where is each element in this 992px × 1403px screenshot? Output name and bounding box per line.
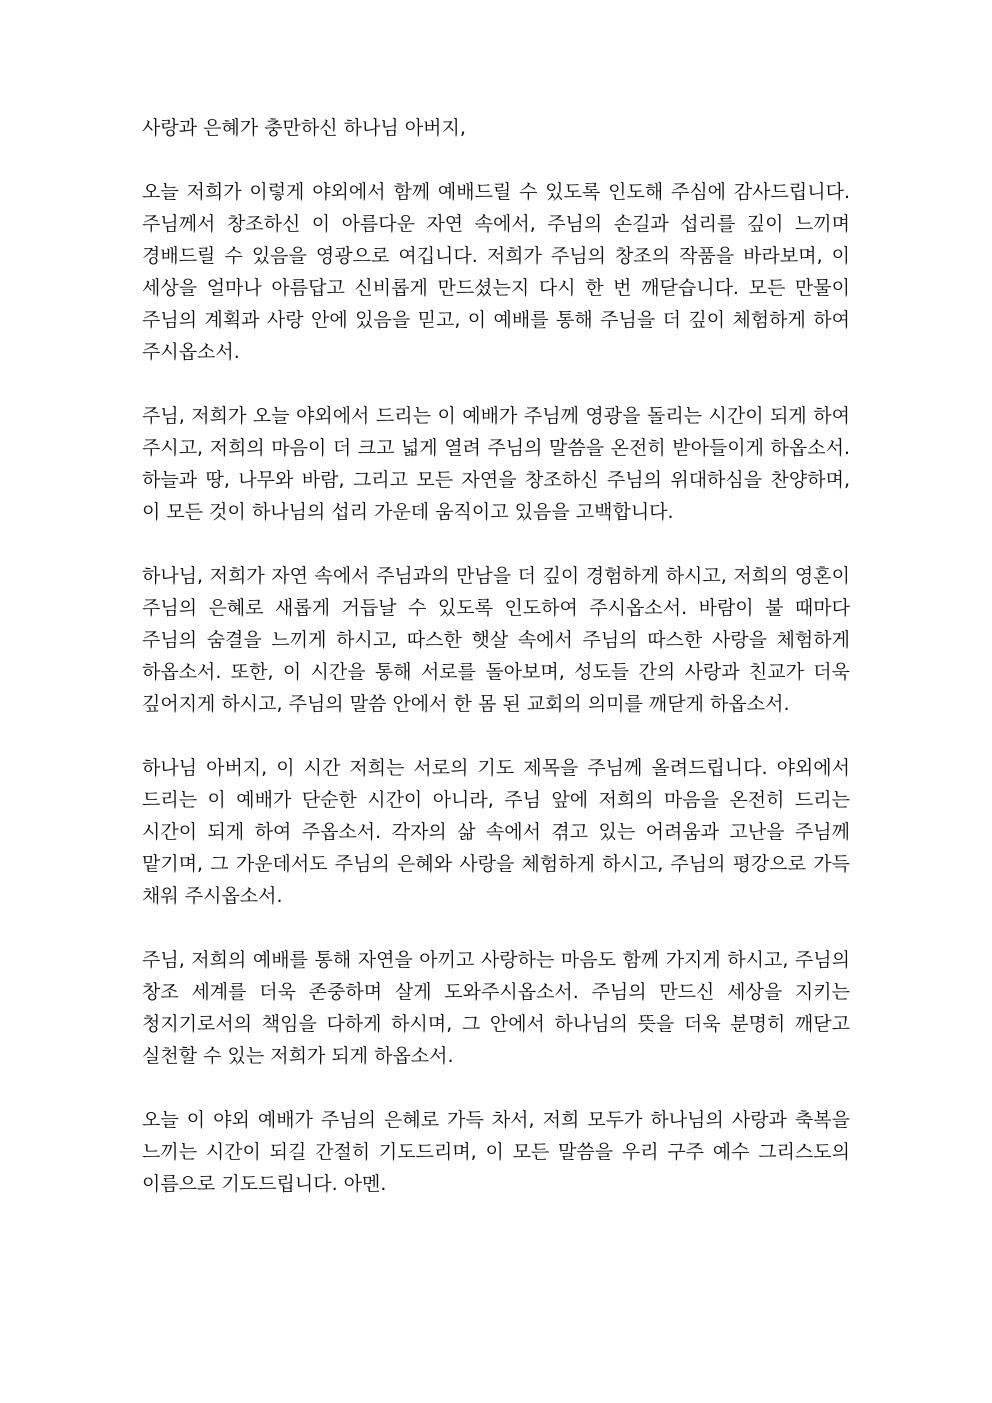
paragraph-3: 하나님, 저희가 자연 속에서 주님과의 만남을 더 깊이 경험하게 하시고, 저희의 영혼이 주님의 은혜로 새롭게 거듭날 수 있도록 인도하여 주시옵소서. 바람이 불 때마다 주님의 숨결을 느끼게 하시고, 따스한 햇살 속에서 주님의 따스한 사랑을 체험하게 하옵소서. 또한, 이 시간을 통해 서로를 돌아보며, 성도들 간의 사랑과 친교가 더욱 깊어지게 하시고, 주님의 말씀 안에서 한 몸 된 교회의 의미를 깨닫게 하옵소서.	[142, 565, 850, 715]
paragraph-4: 하나님 아버지, 이 시간 저희는 서로의 기도 제목을 주님께 올려드립니다. 야외에서 드리는 이 예배가 단순한 시간이 아니라, 주님 앞에 저희의 마음을 온전히 드리는 시간이 되게 하여 주옵소서. 각자의 삶 속에서 겪고 있는 어려움과 고난을 주님께 맡기며, 그 가운데서도 주님의 은혜와 사랑을 체험하게 하시고, 주님의 평강으로 가득 채워 주시옵소서.	[142, 757, 850, 907]
paragraph-1: 오늘 저희가 이렇게 야외에서 함께 예배드릴 수 있도록 인도해 주심에 감사드립니다. 주님께서 창조하신 이 아름다운 자연 속에서, 주님의 손길과 섭리를 깊이 느끼며 경배드릴 수 있음을 영광으로 여깁니다. 저희가 주님의 창조의 작품을 바라보며, 이 세상을 얼마나 아름답고 신비롭게 만드셨는지 다시 한 번 깨닫습니다. 모든 만물이 주님의 계획과 사랑 안에 있음을 믿고, 이 예배를 통해 주님을 더 깊이 체험하게 하여 주시옵소서.	[142, 181, 850, 363]
greeting-line: 사랑과 은혜가 충만하신 하나님 아버지,	[142, 117, 466, 139]
paragraph-2: 주님, 저희가 오늘 야외에서 드리는 이 예배가 주님께 영광을 돌리는 시간이 되게 하여 주시고, 저희의 마음이 더 크고 넓게 열려 주님의 말씀을 온전히 받아들이게 하옵소서. 하늘과 땅, 나무와 바람, 그리고 모든 자연을 창조하신 주님의 위대하심을 찬양하며, 이 모든 것이 하나님의 섭리 가운데 움직이고 있음을 고백합니다.	[142, 405, 850, 523]
paragraph-5: 주님, 저희의 예배를 통해 자연을 아끼고 사랑하는 마음도 함께 가지게 하시고, 주님의 창조 세계를 더욱 존중하며 살게 도와주시옵소서. 주님의 만드신 세상을 지키는 청지기로서의 책임을 다하게 하시며, 그 안에서 하나님의 뜻을 더욱 분명히 깨닫고 실천할 수 있는 저희가 되게 하옵소서.	[142, 949, 850, 1067]
paragraph-6: 오늘 이 야외 예배가 주님의 은혜로 가득 차서, 저희 모두가 하나님의 사랑과 축복을 느끼는 시간이 되길 간절히 기도드리며, 이 모든 말씀을 우리 구주 예수 그리스도의 이름으로 기도드립니다. 아멘.	[142, 1109, 850, 1195]
prayer-text	[142, 112, 850, 1232]
